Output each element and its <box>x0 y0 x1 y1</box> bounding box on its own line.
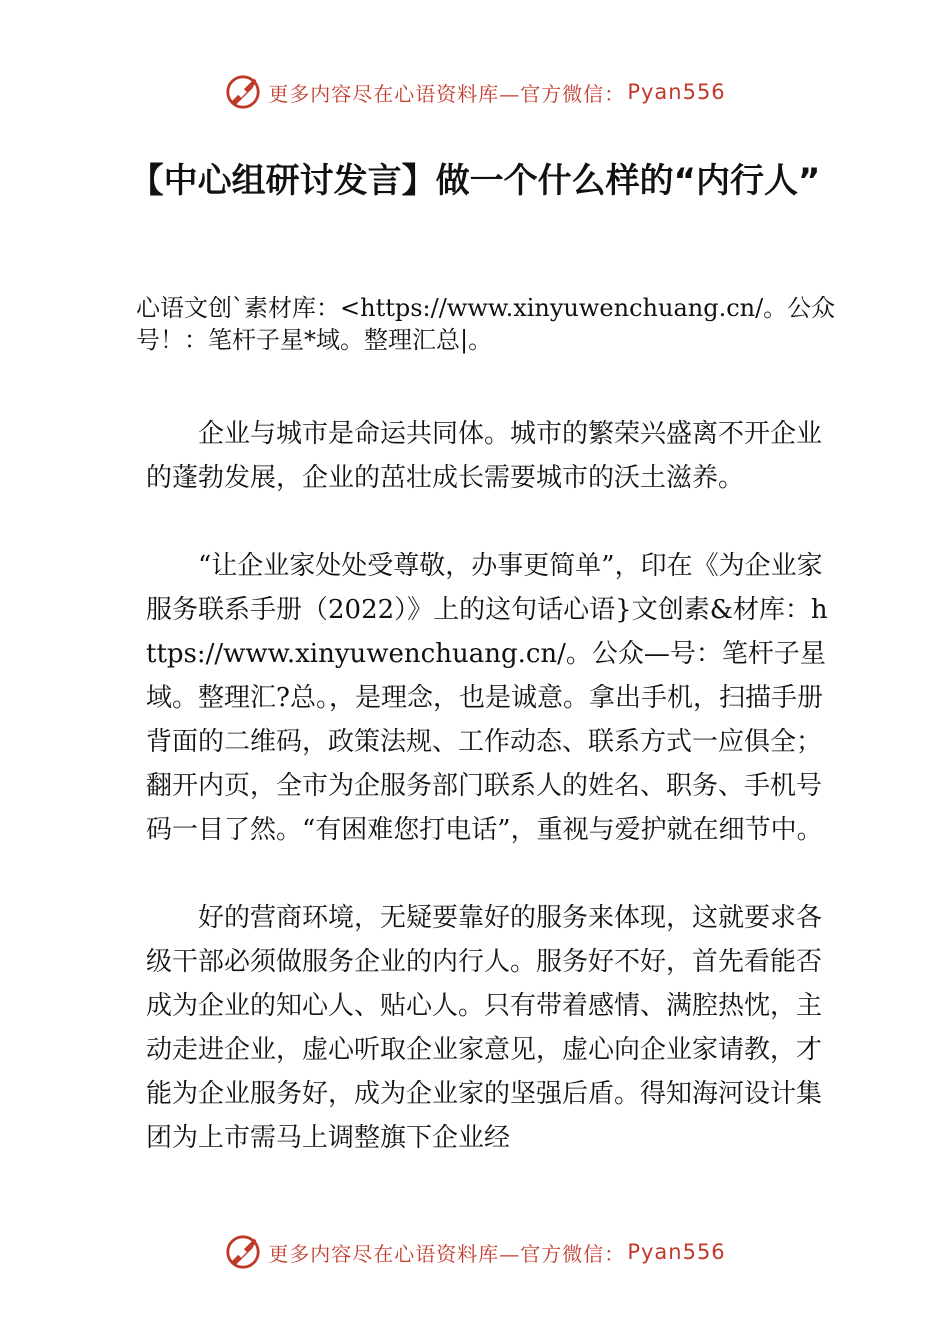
page-title: 【中心组研讨发言】做一个什么样的“内行人” <box>129 161 821 201</box>
banner-wechat-id: Pyan556 <box>627 1240 726 1264</box>
article-body <box>146 412 836 1204</box>
banner-text: 更多内容尽在心语资料库—官方微信： <box>268 1241 626 1266</box>
paragraph: 企业与城市是命运共同体。城市的繁荣兴盛离不开企业的蓬勃发展，企业的茁壮成长需要城市的沃土滋养。 <box>146 419 823 493</box>
logo-icon <box>224 1233 262 1271</box>
logo-icon <box>224 73 262 111</box>
paragraph: “让企业家处处受尊敬，办事更简单”，印在《为企业家服务联系手册（2022）》上的这句话心语}文创素&材库：https://www.xinyuwenchuang.cn/。公众—号：笔杆子星域。整理汇?总。，是理念，也是诚意。拿出手机，扫描手册背面的二维码，政策法规、工作动态、联系方式一应俱全；翻开内页，全市为企服务部门联系人的姓名、职务、手机号码一目了然。“有困难您打电话”，重视与爱护就在细节中。 <box>146 551 828 845</box>
paragraph: 好的营商环境，无疑要靠好的服务来体现，这就要求各级干部必须做服务企业的内行人。服务好不好，首先看能否成为企业的知心人、贴心人。只有带着感情、满腔热忱，主动走进企业，虚心听取企业家意见，虚心向企业家请教，才能为企业服务好，成为企业家的坚强后盾。得知海河设计集团为上市需马上调整旗下企业经 <box>146 903 823 1153</box>
footer-banner <box>0 1230 950 1274</box>
source-line: 心语文创`素材库：<https://www.xinyuwenchuang.cn/。公众号！：笔杆子星*域。整理汇总|。 <box>136 294 836 354</box>
banner-text: 更多内容尽在心语资料库—官方微信： <box>268 81 626 106</box>
banner-wechat-id: Pyan556 <box>627 80 726 104</box>
header-banner <box>0 70 950 114</box>
